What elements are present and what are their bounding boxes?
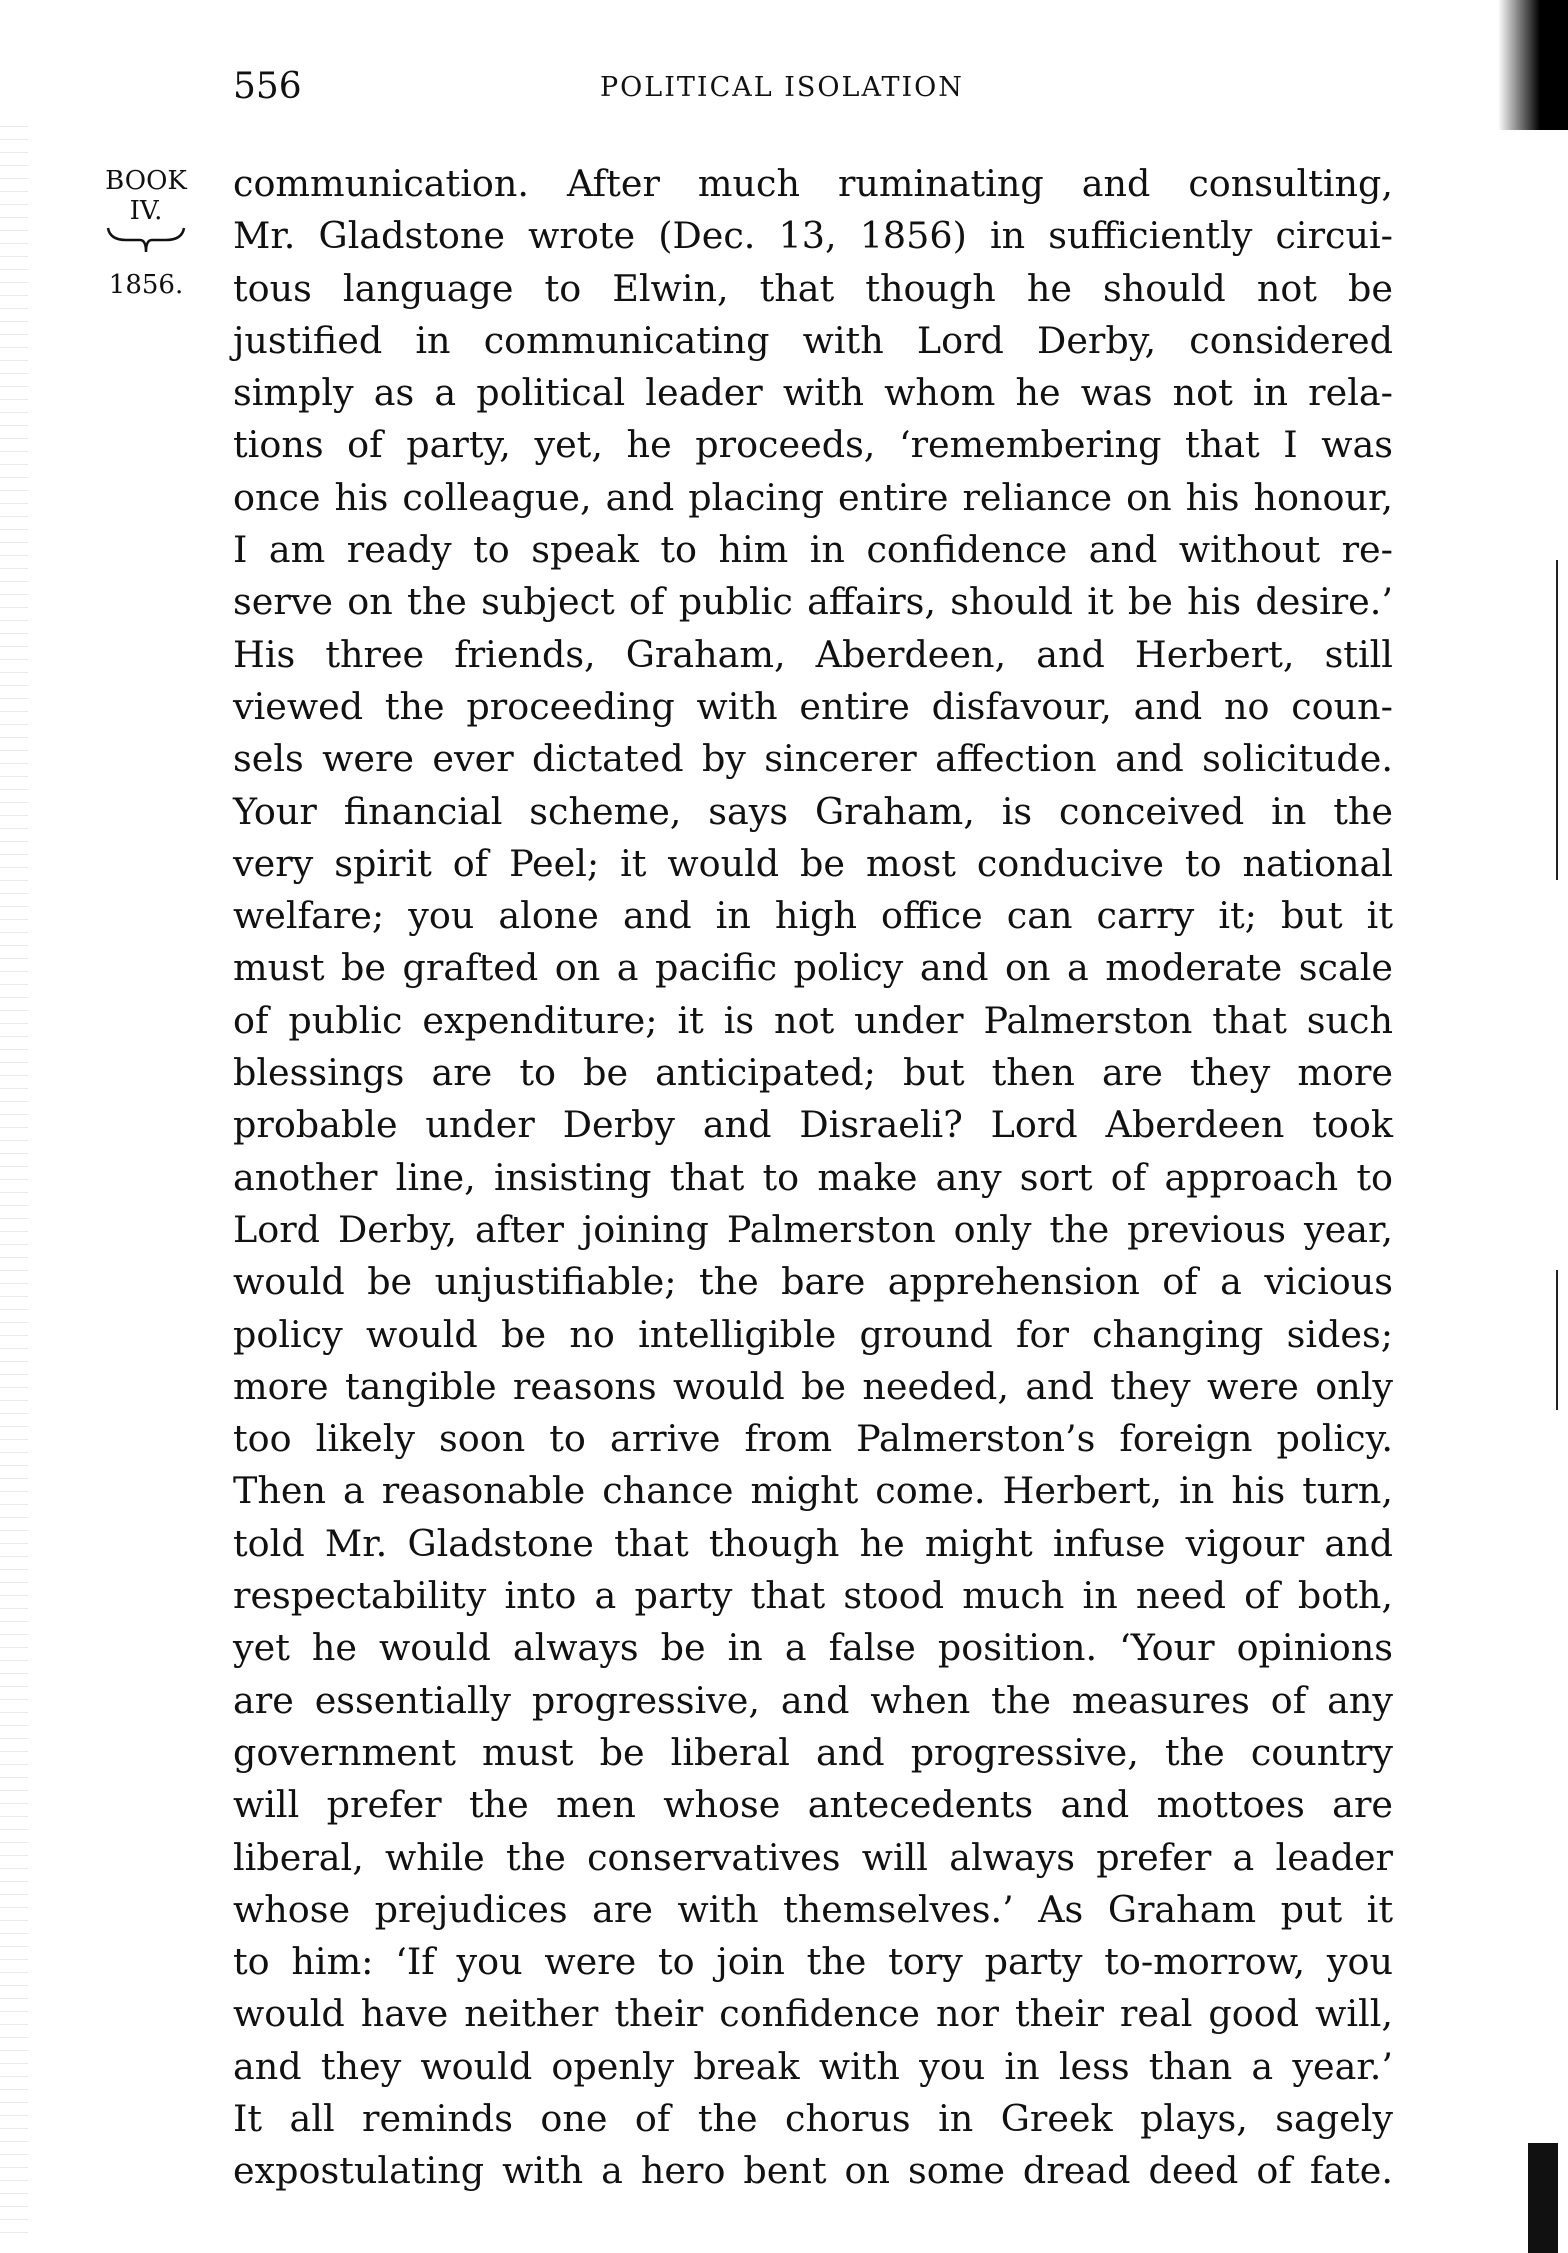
text-line: very spirit of Peel; it would be most conducive to national xyxy=(233,841,1393,885)
page-number: 556 xyxy=(233,66,302,107)
scan-edge-line xyxy=(1556,1270,1558,1410)
text-line: I am ready to speak to him in confidence and without re- xyxy=(233,528,1393,572)
text-line: Your financial scheme, says Graham, is conceived in the xyxy=(233,789,1393,833)
margin-note xyxy=(86,166,206,300)
text-line: His three friends, Graham, Aberdeen, and Herbert, still xyxy=(233,632,1393,676)
body-text xyxy=(233,158,1393,2198)
margin-book: BOOK xyxy=(105,166,187,196)
text-line: serve on the subject of public affairs, should it be his desire.’ xyxy=(233,580,1393,624)
text-line: are essentially progressive, and when the measures of any xyxy=(233,1678,1393,1722)
text-line: welfare; you alone and in high office can carry it; but it xyxy=(233,894,1393,938)
text-line: and they would openly break with you in less than a year.’ xyxy=(233,2044,1393,2088)
text-line: must be grafted on a pacific policy and on a moderate scale xyxy=(233,946,1393,990)
text-line: yet he would always be in a false position. ‘Your opinions xyxy=(233,1626,1393,1670)
text-line: of public expenditure; it is not under Palmerston that such xyxy=(233,998,1393,1042)
margin-year: 1856. xyxy=(108,270,184,300)
text-line: Lord Derby, after joining Palmerston only the previous year, xyxy=(233,1207,1393,1251)
text-line: whose prejudices are with themselves.’ As Graham put it xyxy=(233,1887,1393,1931)
brace-icon xyxy=(106,226,186,256)
text-line: would have neither their confidence nor their real good will, xyxy=(233,1992,1393,2036)
text-line: another line, insisting that to make any sort of approach to xyxy=(233,1155,1393,1199)
text-line: will prefer the men whose antecedents and mottoes are xyxy=(233,1783,1393,1827)
text-line: government must be liberal and progressive, the country xyxy=(233,1730,1393,1774)
text-line: blessings are to be anticipated; but then are they more xyxy=(233,1051,1393,1095)
scan-margin-noise xyxy=(0,120,28,2240)
text-line: policy would be no intelligible ground for changing sides; xyxy=(233,1312,1393,1356)
text-line: probable under Derby and Disraeli? Lord Aberdeen took xyxy=(233,1103,1393,1147)
text-line: simply as a political leader with whom he was not in rela- xyxy=(233,371,1393,415)
scan-edge-line xyxy=(1556,560,1558,880)
text-line: too likely soon to arrive from Palmerston’s foreign policy. xyxy=(233,1417,1393,1461)
text-line: more tangible reasons would be needed, and they were only xyxy=(233,1364,1393,1408)
text-line: expostulating with a hero bent on some dread deed of fate. xyxy=(233,2149,1393,2193)
text-line: communication. After much ruminating and consulting, xyxy=(233,162,1393,205)
text-line: tous language to Elwin, that though he should not be xyxy=(233,266,1393,310)
text-line: once his colleague, and placing entire reliance on his honour, xyxy=(233,475,1393,519)
text-line: justified in communicating with Lord Derby, considered xyxy=(233,318,1393,362)
margin-volume: IV. xyxy=(129,196,163,226)
text-line: tions of party, yet, he proceeds, ‘remembering that I was xyxy=(233,423,1393,467)
text-line: sels were ever dictated by sincerer affection and solicitude. xyxy=(233,737,1393,781)
text-line: told Mr. Gladstone that though he might infuse vigour and xyxy=(233,1521,1393,1565)
text-line: Mr. Gladstone wrote (Dec. 13, 1856) in sufficiently circui- xyxy=(233,214,1393,258)
running-title: POLITICAL ISOLATION xyxy=(600,72,964,103)
scan-edge-shadow xyxy=(1498,0,1568,130)
text-line: respectability into a party that stood much in need of both, xyxy=(233,1574,1393,1618)
text-line: liberal, while the conservatives will always prefer a leader xyxy=(233,1835,1393,1879)
text-line: It all reminds one of the chorus in Greek plays, sagely xyxy=(233,2096,1393,2140)
text-line: would be unjustifiable; the bare apprehension of a vicious xyxy=(233,1260,1393,1304)
scan-edge-shadow-bottom xyxy=(1528,2143,1558,2253)
text-line: to him: ‘If you were to join the tory party to-morrow, you xyxy=(233,1940,1393,1984)
text-line: viewed the proceeding with entire disfavour, and no coun- xyxy=(233,684,1393,728)
text-line: Then a reasonable chance might come. Herbert, in his turn, xyxy=(233,1469,1393,1513)
